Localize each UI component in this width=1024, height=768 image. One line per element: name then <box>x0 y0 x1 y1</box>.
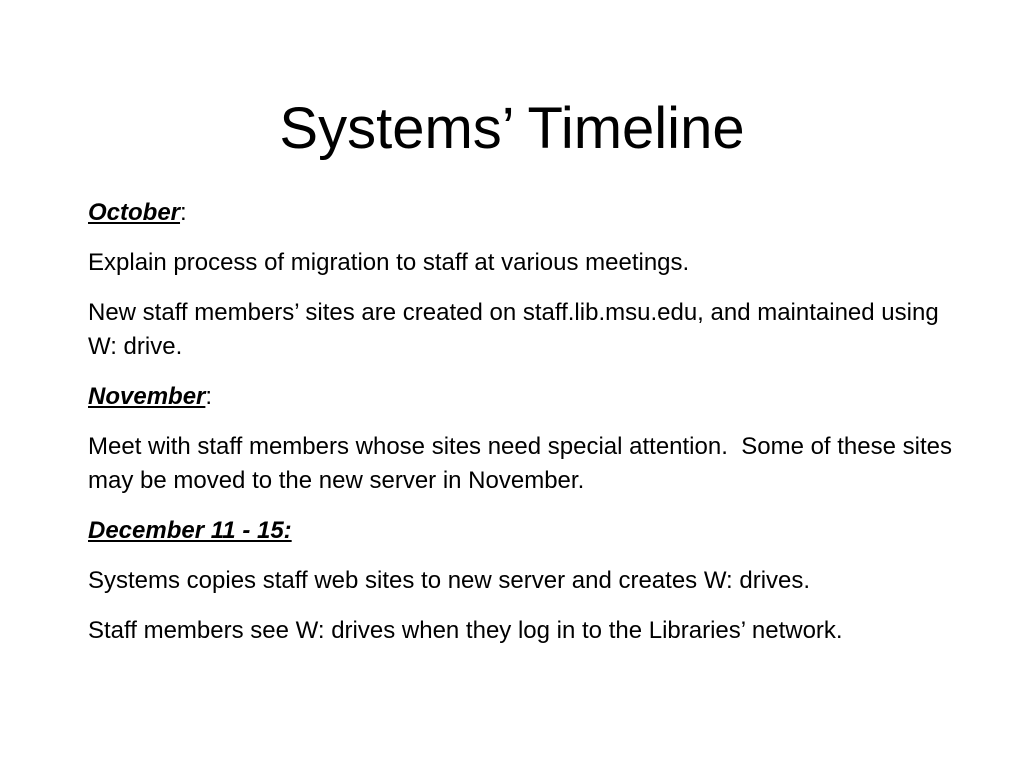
section-heading-october <box>88 196 968 230</box>
slide-title: Systems’ Timeline <box>279 96 745 161</box>
timeline-item: Staff members see W: drives when they log in to the Libraries’ network. <box>88 617 843 644</box>
heading-november: November <box>88 383 206 410</box>
timeline-item: Systems copies staff web sites to new server and creates W: drives. <box>88 567 811 594</box>
heading-december: December 11 - 15: <box>88 517 292 544</box>
timeline-item: Explain process of migration to staff at various meetings. <box>88 249 690 276</box>
heading-october: October <box>88 199 181 226</box>
heading-colon: : <box>180 199 187 226</box>
slide-body <box>88 196 968 664</box>
timeline-item: New staff members’ sites are created on staff.lib.msu.edu, and maintained using W: drive. <box>88 299 939 360</box>
section-heading-november <box>88 380 968 414</box>
heading-colon: : <box>205 383 213 410</box>
timeline-item: Meet with staff members whose sites need special attention. Some of these sites may be moved to the new server in November. <box>88 433 959 494</box>
section-heading-december <box>88 514 968 548</box>
